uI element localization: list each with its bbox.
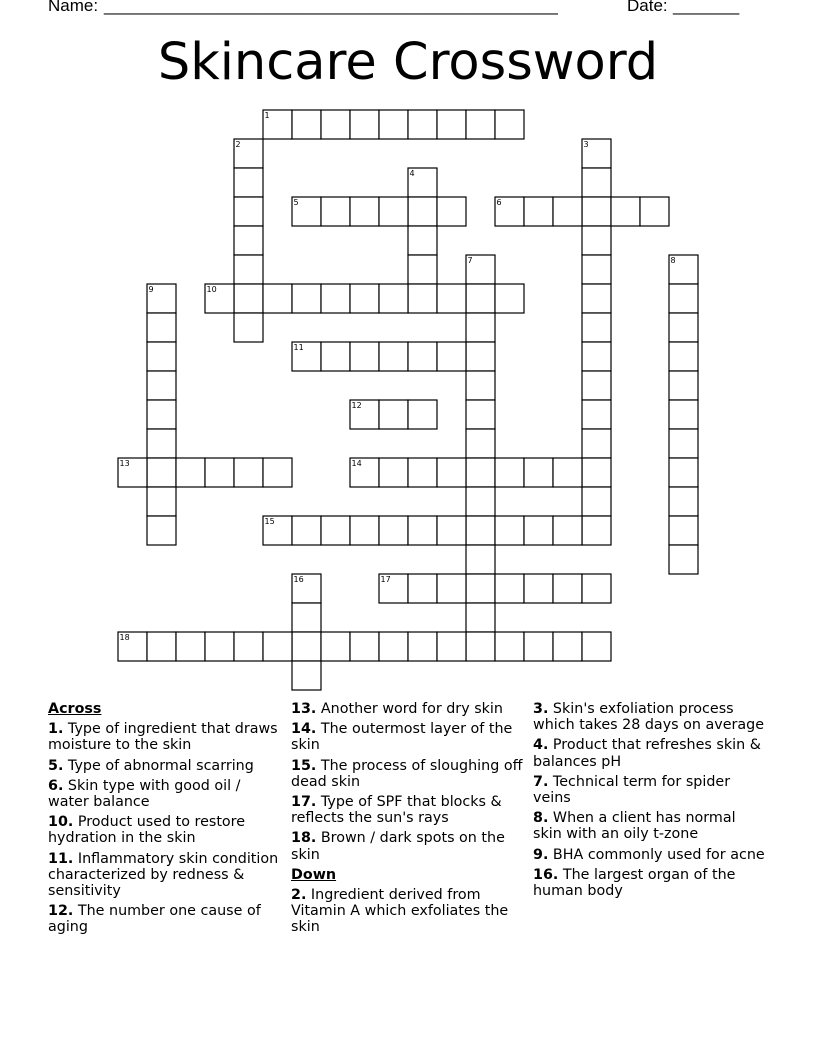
clue-text: Type of abnormal scarring bbox=[63, 757, 254, 774]
grid-cell[interactable] bbox=[379, 197, 408, 226]
cell-number-1: 1 bbox=[264, 111, 270, 120]
grid-cell[interactable] bbox=[669, 516, 698, 545]
clue-number: 13. bbox=[291, 701, 317, 717]
clue-18 bbox=[291, 830, 526, 862]
clue-text: The process of sloughing off dead skin bbox=[291, 757, 523, 790]
grid-cell[interactable] bbox=[582, 632, 611, 661]
clue-number: 3. bbox=[533, 701, 549, 717]
clue-number: 2. bbox=[291, 887, 307, 904]
clue-number: 18. bbox=[291, 830, 317, 847]
grid-cell[interactable] bbox=[437, 458, 466, 487]
grid-cell[interactable] bbox=[524, 197, 553, 226]
grid-cell[interactable] bbox=[582, 487, 611, 516]
clue-number: 1. bbox=[48, 721, 64, 738]
cell-number-5: 5 bbox=[293, 198, 299, 207]
grid-cell[interactable] bbox=[234, 458, 263, 487]
clue-text: Inflammatory skin condition characterized by redness & sensitivity bbox=[48, 850, 279, 900]
grid-cell[interactable] bbox=[466, 400, 495, 429]
grid-cell[interactable] bbox=[321, 342, 350, 371]
grid-cell[interactable] bbox=[582, 574, 611, 603]
grid-cell[interactable] bbox=[147, 516, 176, 545]
grid-cell[interactable] bbox=[582, 255, 611, 284]
grid-cell[interactable] bbox=[350, 197, 379, 226]
grid-cell[interactable] bbox=[350, 516, 379, 545]
down-heading: Down bbox=[291, 866, 337, 883]
grid-cell[interactable] bbox=[582, 226, 611, 255]
grid-cell[interactable] bbox=[495, 284, 524, 313]
clue-text: Product that refreshes skin & balances pH bbox=[533, 737, 761, 770]
clue-4 bbox=[533, 737, 768, 769]
clue-text: Type of SPF that blocks & reflects the sun's rays bbox=[291, 794, 502, 827]
clue-16 bbox=[533, 867, 768, 899]
cell-number-3: 3 bbox=[583, 140, 589, 149]
clue-15 bbox=[291, 758, 526, 790]
grid-cell[interactable] bbox=[321, 110, 350, 139]
clue-text: Skin's exfoliation process which takes 28 days on average bbox=[533, 701, 765, 734]
page-title: Skincare Crossword bbox=[157, 33, 659, 92]
cell-number-9: 9 bbox=[148, 285, 154, 294]
clue-number: 12. bbox=[48, 903, 74, 920]
cell-number-12: 12 bbox=[351, 401, 362, 410]
grid-cell[interactable] bbox=[466, 487, 495, 516]
grid-cell[interactable] bbox=[582, 313, 611, 342]
grid-cell[interactable] bbox=[437, 197, 466, 226]
grid-cell[interactable] bbox=[466, 342, 495, 371]
clue-8 bbox=[533, 810, 768, 842]
grid-cell[interactable] bbox=[524, 632, 553, 661]
clue-column-2 bbox=[291, 701, 526, 940]
grid-cell[interactable] bbox=[321, 284, 350, 313]
grid-cell[interactable] bbox=[582, 342, 611, 371]
grid-cell[interactable] bbox=[466, 603, 495, 632]
across-clue-list bbox=[48, 721, 283, 935]
grid-cell[interactable] bbox=[524, 516, 553, 545]
clue-number: 5. bbox=[48, 757, 64, 774]
grid-cell[interactable] bbox=[582, 284, 611, 313]
grid-cell[interactable] bbox=[321, 632, 350, 661]
grid-cell[interactable] bbox=[379, 284, 408, 313]
grid-cell[interactable] bbox=[669, 429, 698, 458]
grid-cell[interactable] bbox=[582, 197, 611, 226]
grid-cell[interactable] bbox=[611, 197, 640, 226]
grid-cell[interactable] bbox=[495, 632, 524, 661]
cell-number-8: 8 bbox=[670, 256, 676, 265]
grid-cell[interactable] bbox=[379, 516, 408, 545]
clue-text: Skin type with good oil / water balance bbox=[48, 777, 241, 811]
clue-text: The largest organ of the human body bbox=[533, 866, 736, 900]
clue-text: BHA commonly used for acne bbox=[548, 846, 765, 863]
grid-cell[interactable] bbox=[466, 284, 495, 313]
grid-cell[interactable] bbox=[582, 168, 611, 197]
grid-cell[interactable] bbox=[292, 632, 321, 661]
clue-column-3 bbox=[533, 701, 768, 903]
clue-number: 9. bbox=[533, 846, 549, 863]
cell-number-13: 13 bbox=[119, 459, 130, 468]
grid-cell[interactable] bbox=[524, 458, 553, 487]
grid-cell[interactable] bbox=[582, 458, 611, 487]
grid-cell[interactable] bbox=[408, 574, 437, 603]
clue-text: Ingredient derived from Vitamin A which exfoliates the skin bbox=[291, 887, 509, 936]
grid-cell[interactable] bbox=[437, 574, 466, 603]
across-clue-list-continued bbox=[291, 701, 526, 863]
grid-cell[interactable] bbox=[234, 168, 263, 197]
clue-number: 7. bbox=[533, 773, 549, 790]
name-label: Name: bbox=[48, 0, 99, 15]
cell-number-10: 10 bbox=[206, 285, 217, 294]
clue-14 bbox=[291, 721, 526, 753]
grid-cell[interactable] bbox=[553, 458, 582, 487]
clue-text: Technical term for spider veins bbox=[533, 773, 731, 807]
grid-cell[interactable] bbox=[408, 110, 437, 139]
grid-cell[interactable] bbox=[234, 632, 263, 661]
grid-cell[interactable] bbox=[466, 313, 495, 342]
grid-cell[interactable] bbox=[350, 632, 379, 661]
grid-cell[interactable] bbox=[205, 632, 234, 661]
grid-cell[interactable] bbox=[292, 284, 321, 313]
grid-cell[interactable] bbox=[669, 284, 698, 313]
grid-cell[interactable] bbox=[147, 313, 176, 342]
grid-cell[interactable] bbox=[669, 342, 698, 371]
grid-cell[interactable] bbox=[466, 516, 495, 545]
grid-cell[interactable] bbox=[669, 400, 698, 429]
grid-cell[interactable] bbox=[553, 574, 582, 603]
clue-number: 10. bbox=[48, 814, 74, 831]
clue-text: The number one cause of aging bbox=[48, 903, 261, 936]
grid-cell[interactable] bbox=[582, 371, 611, 400]
grid-cell[interactable] bbox=[147, 371, 176, 400]
clue-11 bbox=[48, 851, 283, 900]
grid-cell[interactable] bbox=[321, 197, 350, 226]
grid-cell[interactable] bbox=[147, 458, 176, 487]
clue-7 bbox=[533, 774, 768, 806]
grid-cell[interactable] bbox=[669, 371, 698, 400]
clue-number: 6. bbox=[48, 777, 64, 794]
down-clue-list bbox=[291, 887, 526, 936]
name-blank-line[interactable]: ________________________________________________ bbox=[104, 0, 558, 15]
grid-cell[interactable] bbox=[495, 516, 524, 545]
grid-cell[interactable] bbox=[466, 110, 495, 139]
grid-cell[interactable] bbox=[408, 284, 437, 313]
grid-cell[interactable] bbox=[466, 458, 495, 487]
grid-cell[interactable] bbox=[408, 342, 437, 371]
grid-cell[interactable] bbox=[147, 342, 176, 371]
clue-5 bbox=[48, 758, 283, 774]
cell-number-2: 2 bbox=[235, 140, 241, 149]
cell-number-11: 11 bbox=[293, 343, 304, 352]
grid-cell[interactable] bbox=[379, 632, 408, 661]
grid-cell[interactable] bbox=[350, 342, 379, 371]
clue-number: 8. bbox=[533, 810, 549, 827]
grid-cell[interactable] bbox=[263, 458, 292, 487]
grid-cell[interactable] bbox=[147, 429, 176, 458]
grid-cell[interactable] bbox=[437, 110, 466, 139]
grid-cell[interactable] bbox=[669, 545, 698, 574]
grid-cell[interactable] bbox=[321, 516, 350, 545]
grid-cell[interactable] bbox=[466, 429, 495, 458]
grid-cell[interactable] bbox=[553, 632, 582, 661]
grid-cell[interactable] bbox=[582, 400, 611, 429]
grid-cell[interactable] bbox=[408, 516, 437, 545]
grid-cell[interactable] bbox=[495, 574, 524, 603]
clue-text: Product used to restore hydration in the skin bbox=[48, 814, 246, 847]
grid-cell[interactable] bbox=[147, 487, 176, 516]
across-heading: Across bbox=[48, 701, 102, 717]
grid-cell[interactable] bbox=[408, 226, 437, 255]
grid-cell[interactable] bbox=[234, 197, 263, 226]
grid-cell[interactable] bbox=[176, 458, 205, 487]
clue-number: 17. bbox=[291, 794, 317, 811]
grid-cell[interactable] bbox=[582, 429, 611, 458]
grid-cell[interactable] bbox=[350, 110, 379, 139]
grid-cell[interactable] bbox=[466, 545, 495, 574]
grid-cell[interactable] bbox=[669, 458, 698, 487]
clue-text: The outermost layer of the skin bbox=[291, 721, 513, 754]
grid-cell[interactable] bbox=[669, 313, 698, 342]
cell-number-14: 14 bbox=[351, 459, 362, 468]
clue-3 bbox=[533, 701, 768, 733]
grid-cell[interactable] bbox=[553, 197, 582, 226]
grid-cell[interactable] bbox=[263, 284, 292, 313]
grid-cell[interactable] bbox=[350, 284, 379, 313]
clue-number: 15. bbox=[291, 757, 317, 774]
date-label: Date: bbox=[627, 0, 668, 15]
clue-2 bbox=[291, 887, 526, 936]
date-blank-line[interactable]: _______ bbox=[673, 0, 740, 15]
grid-cell[interactable] bbox=[379, 110, 408, 139]
cell-number-4: 4 bbox=[409, 169, 415, 178]
clue-9 bbox=[533, 847, 768, 863]
grid-cell[interactable] bbox=[292, 110, 321, 139]
clue-1 bbox=[48, 721, 283, 753]
clue-number: 16. bbox=[533, 866, 559, 883]
grid-cell[interactable] bbox=[669, 487, 698, 516]
cell-number-17: 17 bbox=[380, 575, 391, 584]
grid-cell[interactable] bbox=[408, 197, 437, 226]
clue-text: When a client has normal skin with an oily t-zone bbox=[533, 810, 736, 843]
clue-number: 11. bbox=[48, 850, 74, 867]
grid-cell[interactable] bbox=[234, 226, 263, 255]
clue-17 bbox=[291, 794, 526, 826]
cell-number-6: 6 bbox=[496, 198, 502, 207]
clue-13 bbox=[291, 701, 526, 717]
clue-column-1 bbox=[48, 701, 283, 940]
grid-cell[interactable] bbox=[379, 458, 408, 487]
clue-text: Another word for dry skin bbox=[316, 701, 503, 717]
grid-cell[interactable] bbox=[640, 197, 669, 226]
grid-cell[interactable] bbox=[234, 284, 263, 313]
grid-cell[interactable] bbox=[147, 400, 176, 429]
grid-cell[interactable] bbox=[234, 313, 263, 342]
clue-number: 4. bbox=[533, 737, 549, 754]
grid-cell[interactable] bbox=[408, 255, 437, 284]
grid-cell[interactable] bbox=[437, 342, 466, 371]
grid-cell[interactable] bbox=[524, 574, 553, 603]
grid-cell[interactable] bbox=[234, 255, 263, 284]
grid-cell[interactable] bbox=[379, 342, 408, 371]
grid-cell[interactable] bbox=[495, 110, 524, 139]
cell-number-16: 16 bbox=[293, 575, 304, 584]
grid-cell[interactable] bbox=[437, 284, 466, 313]
clue-10 bbox=[48, 814, 283, 846]
down-clue-list-continued bbox=[533, 701, 768, 899]
grid-cell[interactable] bbox=[437, 516, 466, 545]
grid-cell[interactable] bbox=[582, 516, 611, 545]
grid-cell[interactable] bbox=[292, 603, 321, 632]
grid-cell[interactable] bbox=[437, 632, 466, 661]
cell-number-18: 18 bbox=[119, 633, 130, 642]
clue-text: Type of ingredient that draws moisture to the skin bbox=[48, 721, 278, 754]
grid-cell[interactable] bbox=[408, 632, 437, 661]
clue-12 bbox=[48, 903, 283, 935]
grid-cell[interactable] bbox=[408, 400, 437, 429]
clue-6 bbox=[48, 778, 283, 810]
cell-number-15: 15 bbox=[264, 517, 275, 526]
grid-cell[interactable] bbox=[292, 661, 321, 690]
grid-cell[interactable] bbox=[408, 458, 437, 487]
grid-cell[interactable] bbox=[495, 458, 524, 487]
grid-cell[interactable] bbox=[263, 632, 292, 661]
grid-cell[interactable] bbox=[147, 632, 176, 661]
grid-cell[interactable] bbox=[205, 458, 234, 487]
grid-cell[interactable] bbox=[176, 632, 205, 661]
grid-cell[interactable] bbox=[466, 632, 495, 661]
grid-cell[interactable] bbox=[292, 516, 321, 545]
grid-cell[interactable] bbox=[466, 574, 495, 603]
grid-cell[interactable] bbox=[553, 516, 582, 545]
grid-cell[interactable] bbox=[379, 400, 408, 429]
grid-cell[interactable] bbox=[466, 371, 495, 400]
cell-number-7: 7 bbox=[467, 256, 473, 265]
clue-text: Brown / dark spots on the skin bbox=[291, 830, 505, 863]
clue-number: 14. bbox=[291, 721, 317, 738]
